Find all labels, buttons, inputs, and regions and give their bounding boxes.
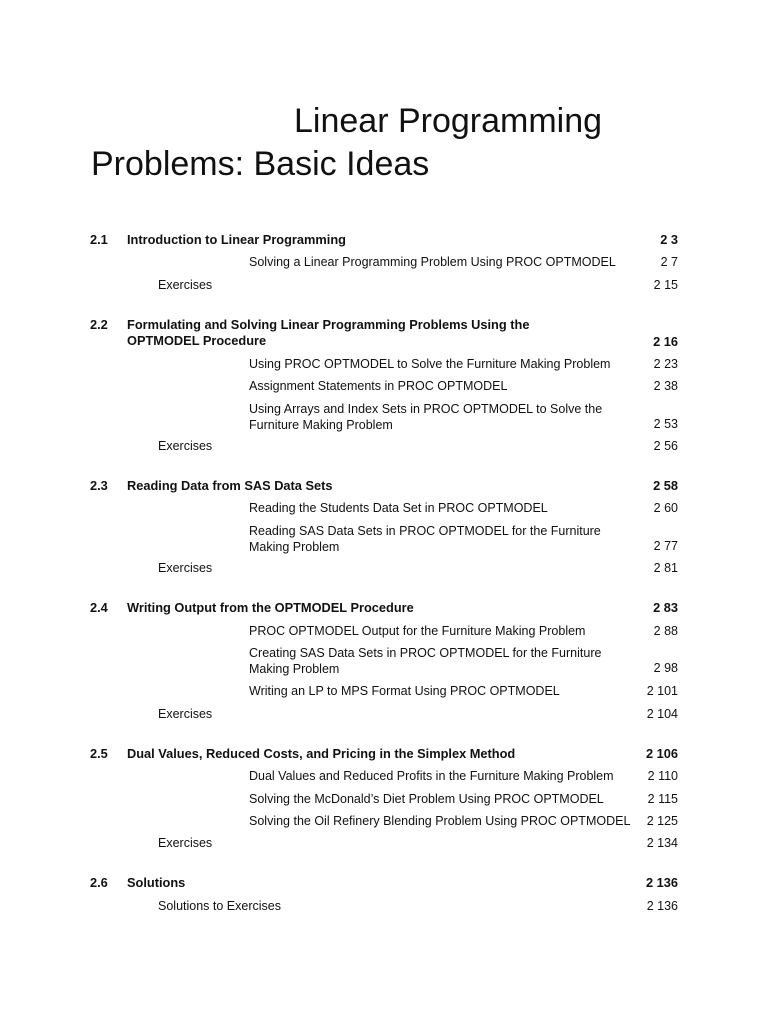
exercises-page: 2 134 (646, 836, 678, 850)
section-title: Introduction to Linear Programming (127, 232, 346, 247)
subsection-title: Dual Values and Reduced Profits in the Furniture Making Problem (249, 769, 614, 783)
section-page: 2 58 (653, 478, 678, 493)
subsection-title: PROC OPTMODEL Output for the Furniture Making Problem (249, 624, 586, 638)
section-page: 2 3 (660, 232, 678, 247)
subsection-title: Assignment Statements in PROC OPTMODEL (249, 379, 508, 393)
subsection-page: 2 115 (647, 792, 678, 806)
section-title: Solutions (127, 875, 186, 890)
subsection-title: Writing an LP to MPS Format Using PROC OPTMODEL (249, 684, 560, 698)
chapter-title-line1: Linear Programming (294, 102, 603, 140)
exercises-title: Exercises (158, 836, 213, 850)
exercises-page: 2 15 (653, 278, 678, 292)
subsection-page: 2 60 (653, 501, 678, 515)
subsection-title: Reading SAS Data Sets in PROC OPTMODEL for the Furniture Making Problem (249, 524, 601, 554)
subsection-page: 2 77 (653, 539, 678, 553)
section-title: Reading Data from SAS Data Sets (127, 478, 333, 493)
exercises-title: Exercises (158, 707, 213, 721)
chapter-title-line2: Problems: Basic Ideas (91, 145, 430, 183)
section-number: 2.1 (90, 232, 108, 247)
exercises-page: 2 104 (646, 707, 678, 721)
subsection-page: 2 98 (653, 661, 678, 675)
section-page: 2 16 (653, 334, 678, 349)
subsection-title: Reading the Students Data Set in PROC OPTMODEL (249, 501, 548, 515)
subsection-title: Using PROC OPTMODEL to Solve the Furniture Making Problem (249, 357, 611, 371)
section-page: 2 136 (645, 875, 678, 890)
subsection-page: 2 88 (653, 624, 678, 638)
subsection-page: 2 125 (646, 814, 678, 828)
subsection-title: Using Arrays and Index Sets in PROC OPTMODEL to Solve the Furniture Making Problem (249, 402, 603, 432)
exercises-title: Exercises (158, 561, 213, 575)
exercises-title: Exercises (158, 278, 213, 292)
section-page: 2 83 (653, 600, 678, 615)
subsection-title: Creating SAS Data Sets in PROC OPTMODEL for the Furniture Making Problem (249, 646, 602, 676)
section-title: Dual Values, Reduced Costs, and Pricing in the Simplex Method (127, 746, 516, 761)
subsection-page: 2 101 (646, 684, 678, 698)
subsection-page: 2 110 (647, 769, 678, 783)
section-title: Formulating and Solving Linear Programming Problems Using the OPTMODEL Procedure (127, 317, 530, 348)
section-title: Writing Output from the OPTMODEL Procedure (127, 600, 414, 615)
exercises-page: 2 81 (653, 561, 678, 575)
subsection-title: Solving the McDonald’s Diet Problem Using PROC OPTMODEL (249, 792, 604, 806)
subsection-page: 2 53 (653, 417, 678, 431)
subsection-page: 2 23 (653, 357, 678, 371)
section-number: 2.2 (90, 317, 108, 332)
subsection-title: Solving the Oil Refinery Blending Problem Using PROC OPTMODEL (249, 814, 631, 828)
subsection-page: 2 7 (660, 255, 678, 269)
exercises-title: Exercises (158, 439, 213, 453)
section-page: 2 106 (645, 746, 678, 761)
exercises-page: 2 56 (653, 439, 678, 453)
subsection-page: 2 38 (653, 379, 678, 393)
section-number: 2.3 (90, 478, 108, 493)
section-number: 2.4 (90, 600, 108, 615)
exercises-title: Solutions to Exercises (158, 899, 281, 913)
section-number: 2.6 (90, 875, 108, 890)
section-number: 2.5 (90, 746, 108, 761)
subsection-title: Solving a Linear Programming Problem Using PROC OPTMODEL (249, 255, 616, 269)
exercises-page: 2 136 (646, 899, 678, 913)
